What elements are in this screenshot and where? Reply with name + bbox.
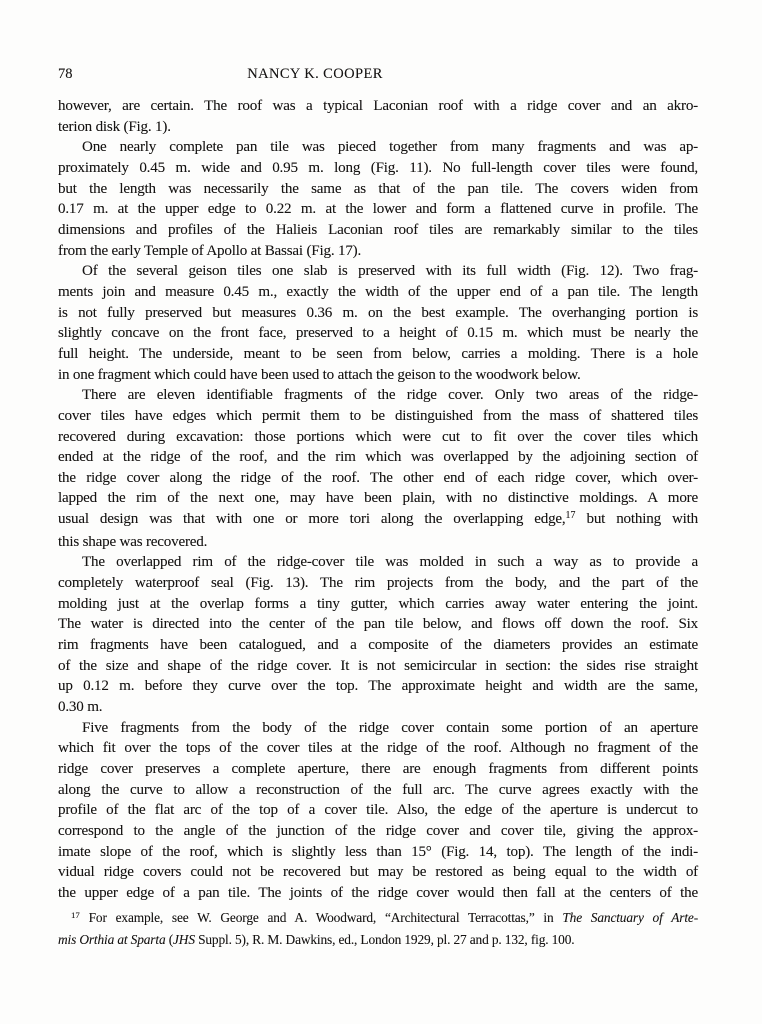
text-line: is not fully preserved but measures 0.36 m. on the best example. The overhanging portion is — [58, 304, 698, 321]
text-line: this shape was recovered. — [58, 533, 208, 550]
text-line: from the early Temple of Apollo at Bassai (Fig. 17). — [58, 242, 362, 259]
text-line: The overlapped rim of the ridge-cover tile was molded in such a way as to provide a — [82, 554, 698, 571]
text-line: molding just at the overlap forms a tiny gutter, which carries away water entering the joint. — [58, 595, 698, 612]
text-line: vidual ridge covers could not be recovered but may be restored as being equal to the width of — [58, 864, 698, 881]
text-line: the ridge cover along the ridge of the roof. The other end of each ridge cover, which over- — [58, 469, 698, 486]
text-line: usual design was that with one or more tori along the overlapping edge,$^{17}$ but nothing with — [58, 510, 698, 528]
text-line: rim fragments have been catalogued, and a composite of the diameters provides an estimate — [58, 637, 698, 654]
text-line: One nearly complete pan tile was pieced together from many fragments and was ap- — [82, 139, 698, 156]
text-line: proximately 0.45 m. wide and 0.95 m. long (Fig. 11). No full-length cover tiles were found, — [58, 159, 698, 176]
italic-text: JHS — [173, 931, 195, 947]
text-line: ended at the ridge of the roof, and the rim which was overlapped by the adjoining section of — [58, 449, 698, 466]
text-line: along the curve to allow a reconstruction of the full arc. The curve agrees exactly with the — [58, 781, 698, 798]
paragraph — [58, 96, 698, 137]
text-line: cover tiles have edges which permit them to be distinguished from the mass of shattered tiles — [58, 407, 698, 424]
text-line: imate slope of the roof, which is slightly less than 15° (Fig. 14, top). The length of the indi- — [58, 843, 698, 860]
text-line: The water is directed into the center of the pan tile below, and flows off down the roof. Six — [58, 616, 698, 633]
footnote — [58, 908, 698, 949]
footnote-reference: 17 — [565, 510, 576, 522]
text-line: ments join and measure 0.45 m., exactly the width of the upper end of a pan tile. The length — [58, 283, 698, 300]
body-text — [58, 96, 698, 904]
text-line: which fit over the tops of the cover tiles at the ridge of the roof. Although no fragment of the — [58, 740, 698, 757]
text-line: terion disk (Fig. 1). — [58, 118, 171, 135]
text-line: but the length was necessarily the same as that of the pan tile. The covers widen from — [58, 180, 698, 197]
text-line: completely waterproof seal (Fig. 13). The rim projects from the body, and the part of the — [58, 575, 698, 592]
footnote-reference: 17 — [71, 909, 80, 920]
italic-text: The Sanctuary of Arte- — [562, 910, 699, 925]
text-line: profile of the flat arc of the top of a cover tile. Also, the edge of the aperture is undercut to — [58, 802, 698, 819]
text-line: 0.17 m. at the upper edge to 0.22 m. at the lower and form a flattened curve in profile. The — [58, 201, 698, 218]
text-line: There are eleven identifiable fragments of the ridge cover. Only two areas of the ridge- — [82, 387, 698, 404]
paragraph — [58, 718, 698, 904]
text-line: slightly concave on the front face, preserved to a height of 0.15 m. which must be nearly the — [58, 325, 698, 342]
text-line: recovered during excavation: those portions which were cut to fit over the cover tiles which — [58, 428, 698, 445]
text-line: lapped the rim of the next one, may have been plain, with no distinctive moldings. A more — [58, 490, 698, 507]
text-line: up 0.12 m. before they curve over the top. The approximate height and width are the same, — [58, 678, 698, 695]
text-line: ridge cover preserves a complete aperture, there are enough fragments from different points — [58, 761, 698, 777]
paragraph — [58, 552, 698, 717]
text-line: mis Orthia at Sparta (JHS Suppl. 5), R. M. Dawkins, ed., London 1929, pl. 27 and p. 132, fig. 100. — [58, 931, 575, 947]
paragraph — [58, 261, 698, 385]
text-line: however, are certain. The roof was a typical Laconian roof with a ridge cover and an akro- — [58, 98, 698, 114]
page-header — [58, 66, 698, 84]
text-line: the upper edge of a pan tile. The joints of the ridge cover would then fall at the centers of the — [58, 884, 698, 901]
text-line: dimensions and profiles of the Halieis Laconian roof tiles are remarkably similar to the tiles — [58, 221, 698, 238]
italic-text: mis Orthia at Sparta — [58, 931, 166, 947]
text-line: Of the several geison tiles one slab is preserved with its full width (Fig. 12). Two frag- — [82, 263, 698, 280]
text-line: of the size and shape of the ridge cover. It is not semicircular in section: the sides rise straight — [58, 657, 698, 674]
running-head: NANCY K. COOPER — [247, 66, 383, 82]
paragraph — [58, 385, 698, 552]
text-line: $^{17}$ For example, see W. George and A. Woodward, “Architectural Terracottas,” in The Sanctuary of Arte- — [71, 909, 699, 925]
text-line: Five fragments from the body of the ridge cover contain some portion of an aperture — [82, 719, 698, 736]
text-line: 0.30 m. — [58, 699, 103, 716]
paragraph — [58, 137, 698, 261]
text-line: correspond to the angle of the junction of the ridge cover and cover tile, giving the approx- — [58, 822, 698, 839]
page-number: 78 — [58, 66, 73, 82]
text-line: full height. The underside, meant to be seen from below, carries a molding. There is a hole — [58, 345, 698, 362]
text-line: in one fragment which could have been used to attach the geison to the woodwork below. — [58, 366, 581, 383]
